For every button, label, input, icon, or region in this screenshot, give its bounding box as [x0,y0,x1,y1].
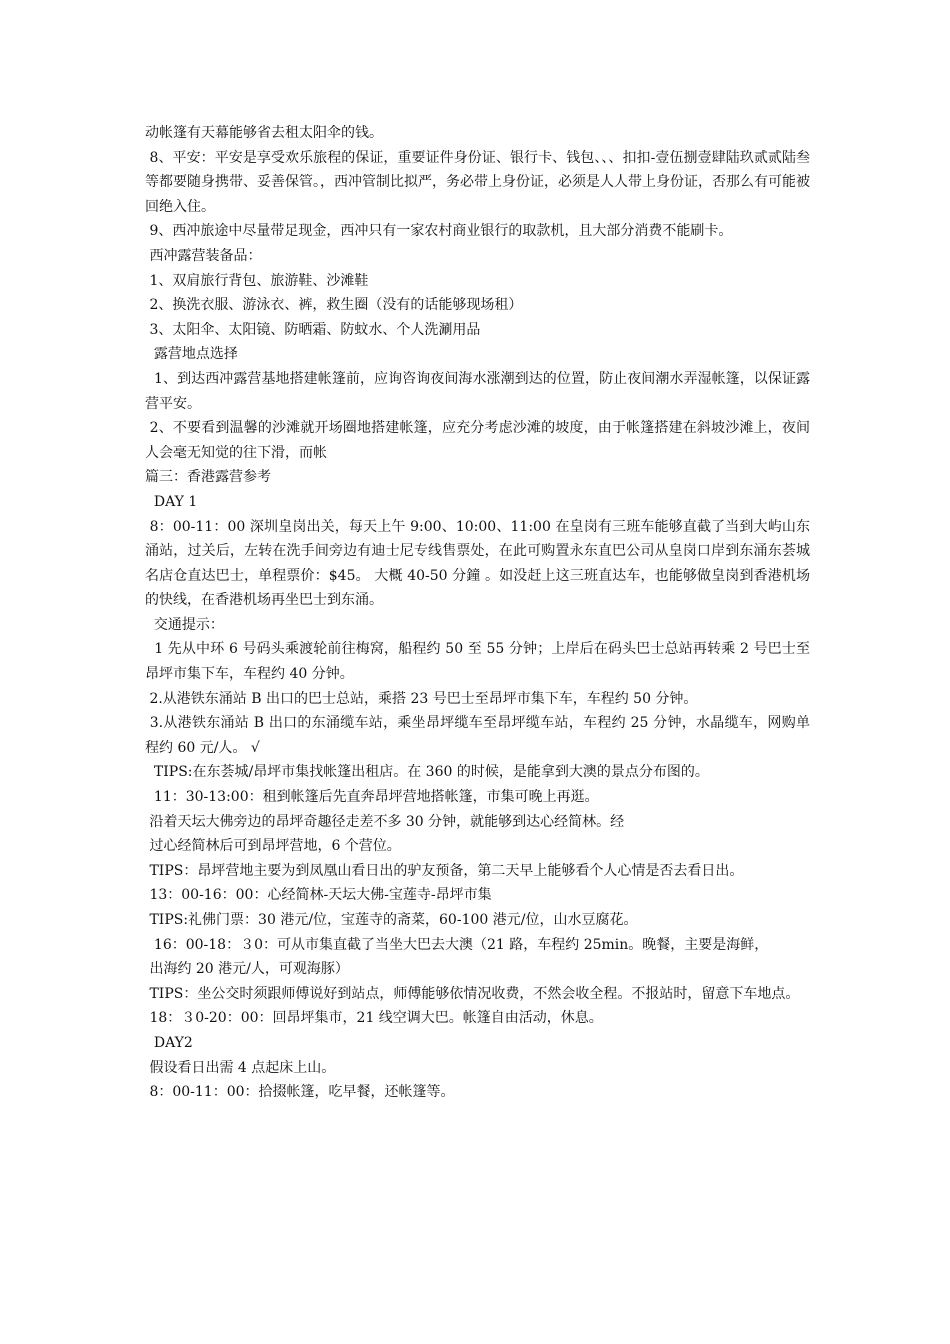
paragraph: 8：00-11：00 深圳皇岗出关，每天上午 9:00、10:00、11:00 在皇岗有三班车能够直截了当到大屿山东涌站，过关后，左转在洗手间旁边有迪士尼专线售票处，在此可购置永东直巴公司从皇岗口岸到东涌东荟城名店仓直达巴士，单程票价：$45。 大概 40-50 分鐘 。如没赶上这三班直达车，也能够做皇岗到香港机场的快线，在香港机场再坐巴士到东涌。 [145,518,811,609]
paragraph: DAY 1 [145,493,198,510]
paragraph: TIPS：坐公交时须跟师傅说好到站点，师傅能够依情况收费，不然会收全程。不报站时，留意下车地点。 [145,985,800,1002]
paragraph: 交通提示： [145,616,224,633]
paragraph: 13：00-16：00：心经简林-天坛大佛-宝莲寺-昂坪市集 [145,887,492,904]
paragraph: TIPS:礼佛门票：30 港元/位，宝莲寺的斋菜，60-100 港元/位，山水豆腐花。 [145,912,638,928]
paragraph: 西冲露营装备品： [145,247,262,264]
paragraph: 18：３0-20：00：回昂坪集市，21 线空调大巴。帐篷自由活动，休息。 [145,1010,603,1027]
paragraph: 1、双肩旅行背包、旅游鞋、沙滩鞋 [145,272,369,289]
paragraph: 过心经简林后可到昂坪营地，6 个营位。 [145,838,401,855]
paragraph: 1 先从中环 6 号码头乘渡轮前往梅窝，船程约 50 至 55 分钟；上岸后在码头巴士总站再转乘 2 号巴士至昂坪市集下车，车程约 40 分钟。 [145,641,810,683]
paragraph: 出海约 20 港元/人，可观海豚） [145,961,349,978]
paragraph: 2、不要看到温馨的沙滩就开场圈地搭建帐篷，应充分考虑沙滩的坡度，由于帐篷搭建在斜坡沙滩上，夜间人会毫无知觉的往下滑，而帐 [145,420,811,461]
paragraph: 2、换洗衣服、游泳衣、裤，救生圈（没有的话能够现场租） [145,297,523,314]
paragraph: 16：00-18：３0：可从市集直截了当坐大巴去大澳（21 路，车程约 25min。晚餐，主要是海鲜， [145,936,769,953]
paragraph: 3、太阳伞、太阳镜、防晒霜、防蚊水、个人洗涮用品 [145,321,481,338]
paragraph: 11：30-13:00：租到帐篷后先直奔昂坪营地搭帐篷，市集可晚上再逛。 [145,789,599,806]
paragraph: DAY2 [145,1034,193,1051]
paragraph: 沿着天坛大佛旁边的昂坪奇趣径走差不多 30 分钟，就能够到达心经简林。经 [145,813,625,830]
paragraph: 动帐篷有天幕能够省去租太阳伞的钱。 [145,125,383,141]
paragraph: 假设看日出需 4 点起床上山。 [145,1059,336,1076]
paragraph: 篇三：香港露营参考 [145,469,271,486]
paragraph: 8：00-11：00：拾掇帐篷，吃早餐，还帐篷等。 [145,1084,455,1101]
paragraph: 9、西冲旅途中尽量带足现金，西冲只有一家农村商业银行的取款机，且大部分消费不能刷卡。 [145,223,733,240]
paragraph: TIPS:在东荟城/昂坪市集找帐篷出租店。在 360 的时候，是能拿到大澳的景点分布图的。 [145,764,709,781]
paragraph: 2.从港铁东涌站 B 出口的巴士总站，乘搭 23 号巴士至昂坪市集下车，车程约 50 分钟。 [145,690,698,707]
paragraph: 露营地点选择 [145,346,238,363]
paragraph: 8、平安：平安是享受欢乐旅程的保证，重要证件身份证、银行卡、钱包、、、扣扣-壹伍捌壹肆陆玖贰贰陆叁等都要随身携带、妥善保管。，西冲管制比拟严，务必带上身份证，必须是人人带上身份证，否那么有可能被回绝入住。 [145,149,810,215]
paragraph: 3.从港铁东涌站 B 出口的东涌缆车站，乘坐昂坪缆车至昂坪缆车站，车程约 25 分钟，水晶缆车，网购单程约 60 元/人。 √ [145,715,810,756]
paragraph: 1、到达西冲露营基地搭建帐篷前，应询咨询夜间海水涨潮到达的位置，防止夜间潮水弄湿帐篷，以保证露营平安。 [145,370,811,412]
document-body [145,121,810,1105]
paragraph: TIPS：昂坪营地主要为到凤凰山看日出的驴友预备，第二天早上能够看个人心情是否去看日出。 [145,862,744,879]
